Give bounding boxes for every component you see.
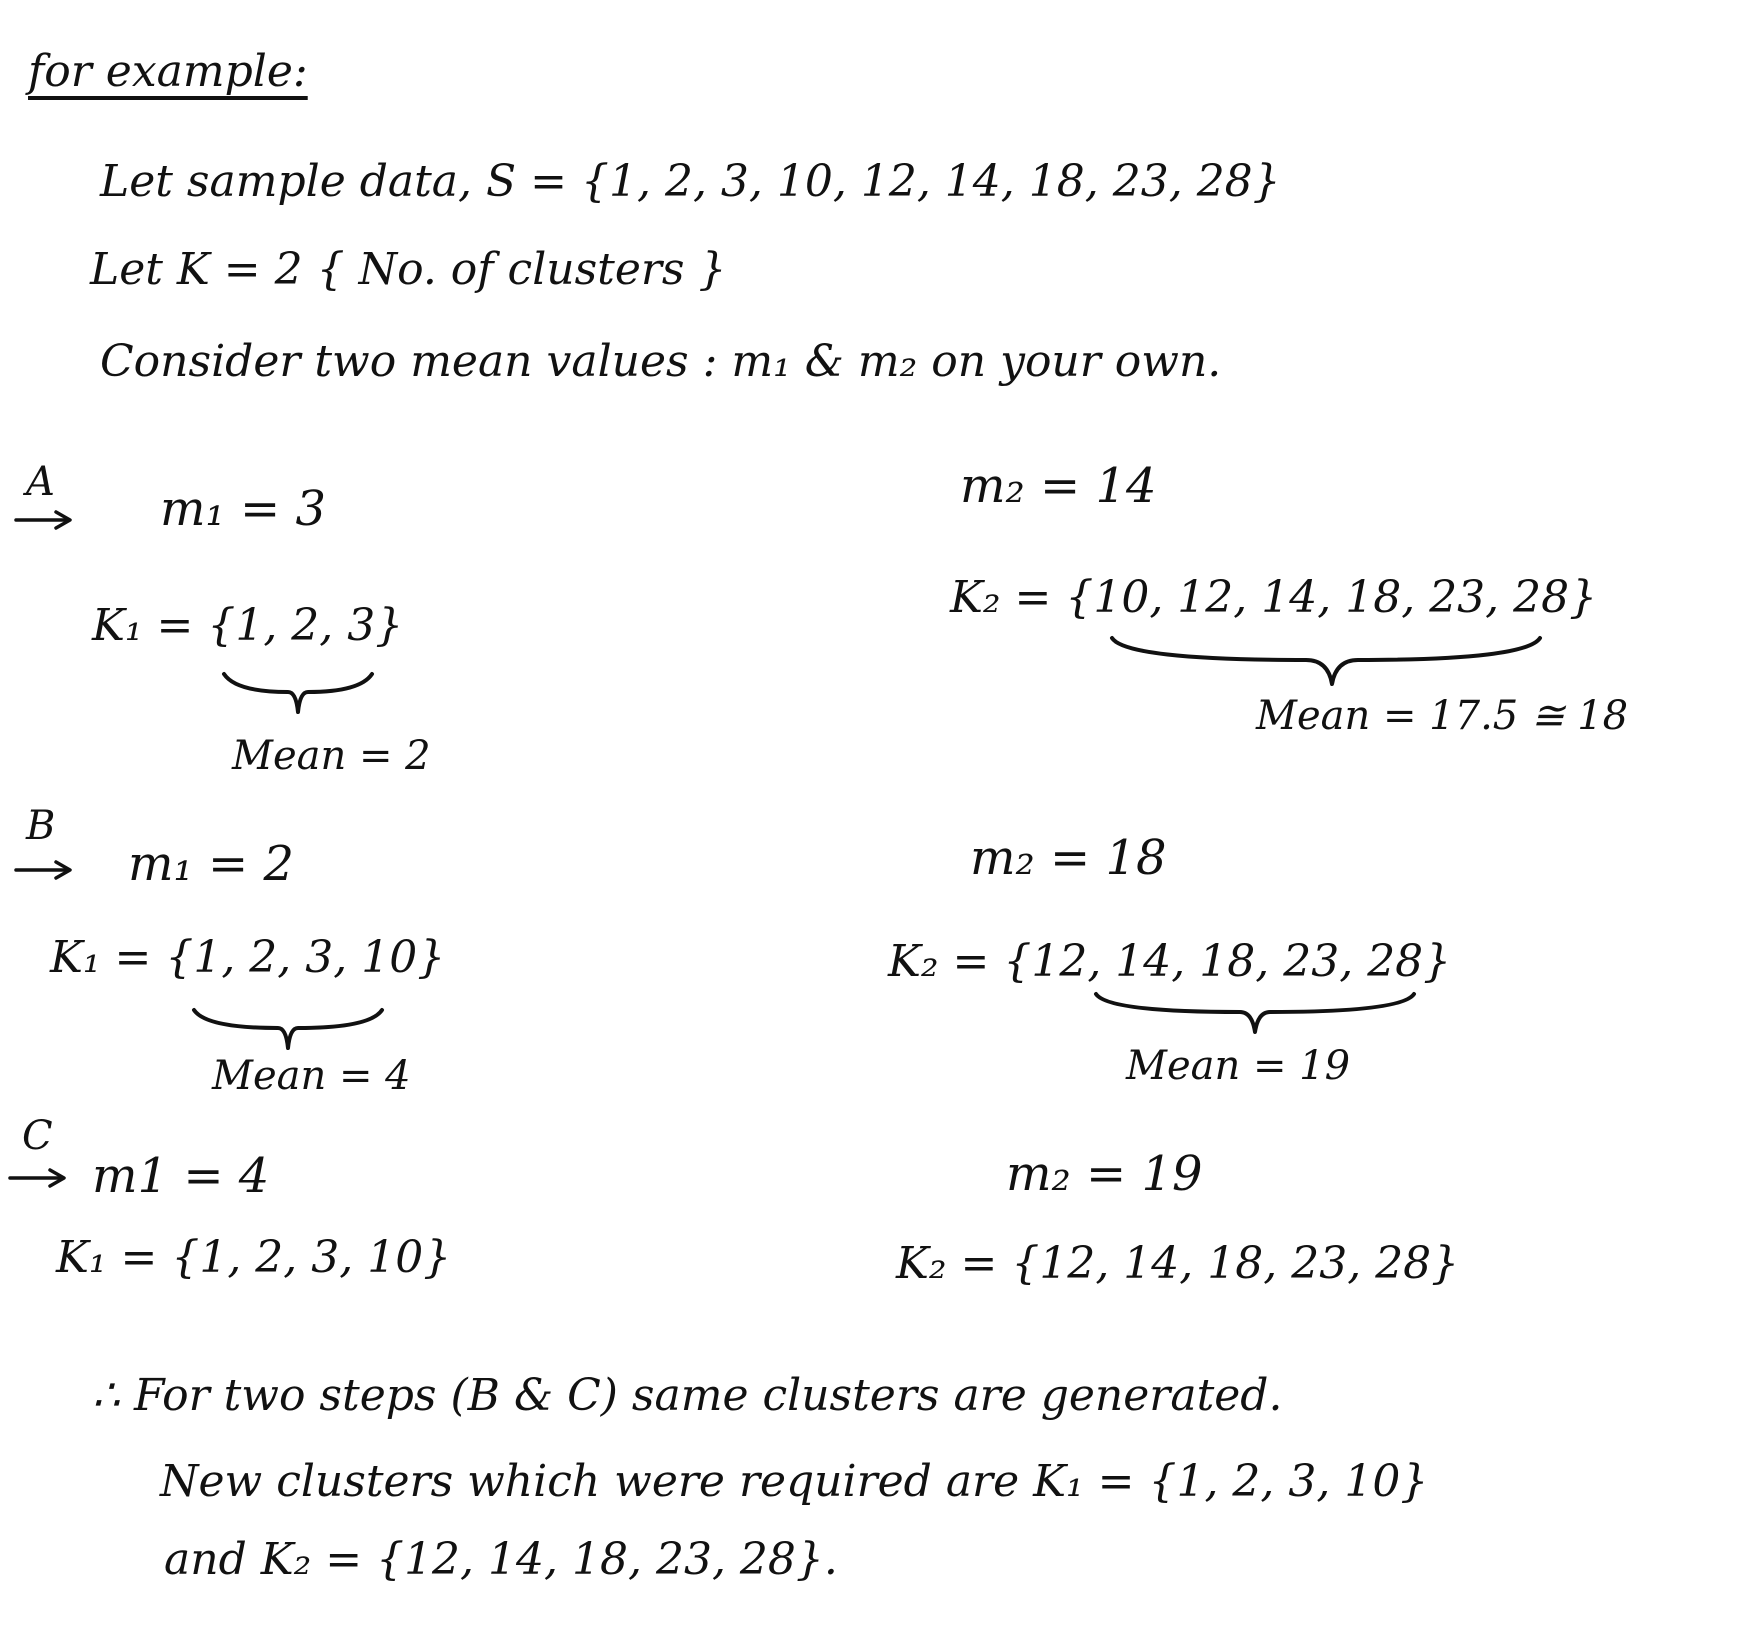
step-c-label: C [22, 1113, 53, 1159]
step-a-k1: K₁ = {1, 2, 3} [92, 600, 404, 651]
cluster-count-line: Let K = 2 { No. of clusters } [90, 244, 727, 295]
conclusion-line-3: and K₂ = {12, 14, 18, 23, 28}. [164, 1534, 838, 1585]
step-a-m1: m₁ = 3 [160, 481, 327, 537]
conclusion-line-1: ∴ For two steps (B & C) same clusters are generated. [92, 1370, 1283, 1421]
step-b-m1: m₁ = 2 [128, 836, 295, 892]
step-c-m2: m₂ = 19 [1006, 1146, 1203, 1202]
step-b-k1: K₁ = {1, 2, 3, 10} [50, 932, 446, 983]
consider-means-line: Consider two mean values : m₁ & m₂ on your own. [100, 336, 1222, 387]
step-a-arrow-icon [12, 508, 76, 532]
step-a-k2-mean: Mean = 17.5 ≅ 18 [1256, 693, 1629, 739]
step-b-m2: m₂ = 18 [970, 830, 1167, 886]
step-a-m2: m₂ = 14 [960, 458, 1157, 514]
conclusion-line-2: New clusters which were required are K₁ = {1, 2, 3, 10} [160, 1456, 1429, 1507]
step-a-label: A [26, 459, 55, 505]
step-c-k1: K₁ = {1, 2, 3, 10} [56, 1232, 452, 1283]
step-c-arrow-icon [6, 1166, 70, 1190]
step-a-k1-mean: Mean = 2 [232, 733, 431, 779]
step-b-label: B [26, 803, 56, 849]
step-b-k2-brace [1090, 986, 1420, 1042]
step-c-m1: m1 = 4 [92, 1148, 270, 1204]
step-a-k2-brace [1106, 630, 1546, 692]
step-b-arrow-icon [12, 858, 76, 882]
step-a-k1-brace [218, 666, 378, 722]
sample-data-line: Let sample data, S = {1, 2, 3, 10, 12, 14, 18, 23, 28} [100, 156, 1281, 207]
step-b-k1-mean: Mean = 4 [212, 1053, 411, 1099]
step-b-k2-mean: Mean = 19 [1126, 1043, 1351, 1089]
step-b-k1-brace [188, 1002, 388, 1058]
step-c-k2: K₂ = {12, 14, 18, 23, 28} [896, 1238, 1460, 1289]
step-b-k2: K₂ = {12, 14, 18, 23, 28} [888, 936, 1452, 987]
step-a-k2: K₂ = {10, 12, 14, 18, 23, 28} [950, 572, 1598, 623]
heading: for example: [28, 46, 308, 97]
